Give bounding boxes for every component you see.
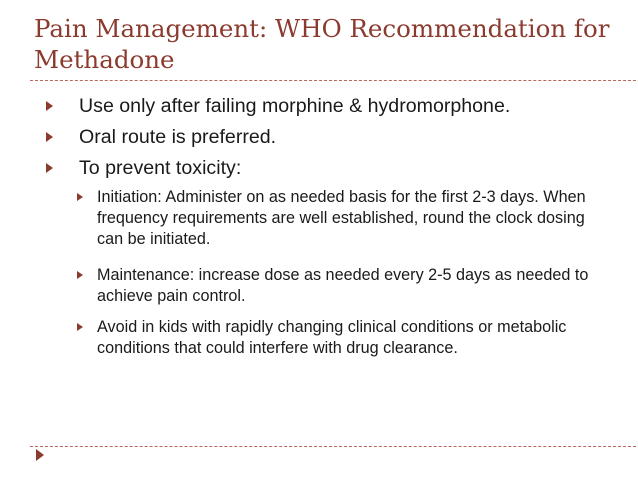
sub-bullet-item [97, 187, 607, 250]
sub-bullet-arrow-icon [77, 323, 83, 331]
bullet-arrow-icon [46, 101, 53, 111]
title-divider [30, 80, 636, 81]
bullet-item [79, 94, 510, 118]
footer-divider [30, 446, 636, 447]
bullet-item [79, 156, 241, 180]
bullet-item [79, 125, 276, 149]
sub-bullet-arrow-icon [77, 271, 83, 279]
bullet-text: Oral route is preferred. [79, 126, 277, 148]
bullet-text: To prevent toxicity: [79, 157, 242, 179]
bullet-arrow-icon [46, 163, 53, 173]
sub-bullet-text: Initiation: Administer on as needed basis for the first 2-3 days. When frequency requirements are well established, round the clock dosing can be initiated. [97, 188, 586, 248]
sub-bullet-text: Avoid in kids with rapidly changing clinical conditions or metabolic conditions that could interfere with drug clearance. [97, 318, 567, 357]
sub-bullet-item [97, 265, 607, 307]
sub-bullet-item [97, 317, 607, 359]
footer-arrow-icon [36, 449, 44, 461]
bullet-text: Use only after failing morphine & hydromorphone. [79, 95, 511, 117]
bullet-arrow-icon [46, 132, 53, 142]
slide-title: Pain Management: WHO Recommendation for Methadone [34, 14, 610, 74]
sub-bullet-arrow-icon [77, 193, 83, 201]
sub-bullet-text: Maintenance: increase dose as needed every 2-5 days as needed to achieve pain control. [97, 266, 589, 305]
